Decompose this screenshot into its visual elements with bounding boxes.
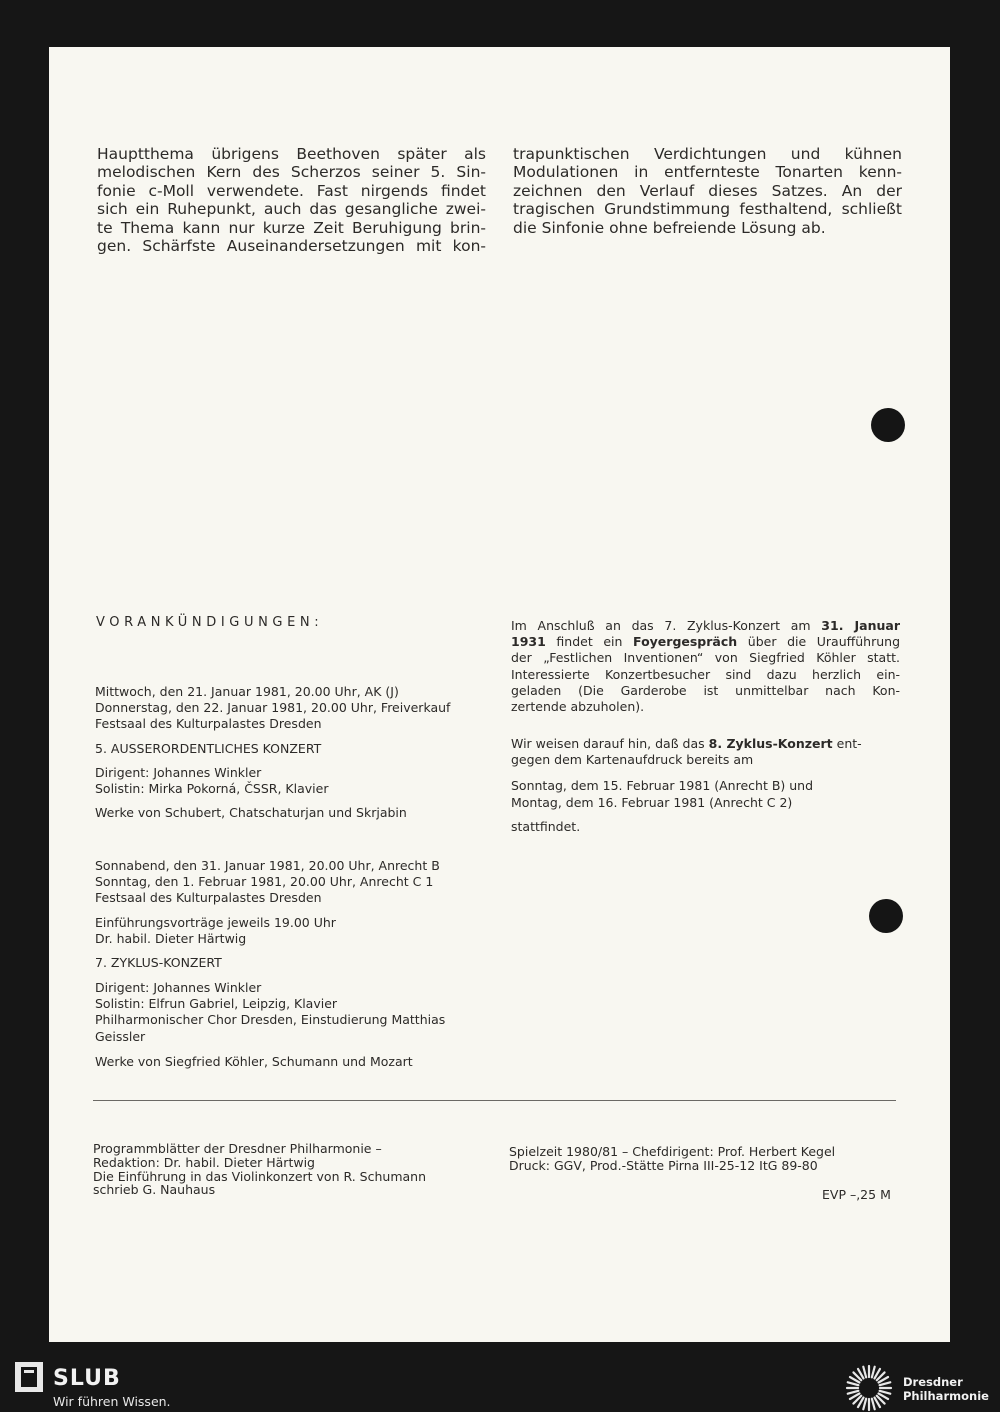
slub-motto: Wir führen Wissen.	[53, 1394, 171, 1409]
concert2-performers: Dirigent: Johannes Winkler Solistin: Elfrun Gabriel, Leipzig, Klavier Philharmonischer Chor Dresden, Einstudierung Matthias Geissler	[95, 980, 446, 1044]
concert1-performers: Dirigent: Johannes Winkler Solistin: Mirka Pokorná, ČSSR, Klavier	[95, 765, 329, 797]
slub-name: SLUB	[53, 1366, 121, 1391]
price: EVP –,25 M	[822, 1187, 891, 1202]
punch-hole-top	[871, 408, 905, 442]
reminder-note: Wir weisen darauf hin, daß das 8. Zyklus-Konzert ent- gegen dem Kartenaufdruck bereits am Sonntag, dem 15. Februar 1981 (Anrecht B) und Montag, dem 16. Februar 1981 (Anrecht C 2) stattfindet.	[511, 736, 862, 834]
orchestra-name: Dresdner Philharmonie	[903, 1375, 989, 1403]
concert2-dates: Sonnabend, den 31. Januar 1981, 20.00 Uhr, Anrecht B Sonntag, den 1. Februar 1981, 20.00 Uhr, Anrecht C 1 Festsaal des Kulturpalastes Dresden	[95, 858, 440, 906]
concert1-works: Werke von Schubert, Chatschaturjan und Skrjabin	[95, 805, 407, 820]
punch-hole-bottom	[869, 899, 903, 933]
imprint-right: Spielzeit 1980/81 – Chefdirigent: Prof. Herbert Kegel Druck: GGV, Prod.-Stätte Pirna III-25-12 ItG 89-80	[509, 1144, 836, 1173]
concert1-title: 5. AUSSERORDENTLICHES KONZERT	[95, 741, 322, 756]
intro-right-column: trapunktischen Verdichtungen und kühnen Modulationen in entfernteste Tonarten kenn- zeichnen den Verlauf dieses Satzes. An der tragischen Grundstimmung festhaltend, schließt die Sinfonie ohne befreiende Lösung ab.	[513, 145, 902, 237]
foyer-note: Im Anschluß an das 7. Zyklus-Konzert am 31. Januar 1931 findet ein Foyergespräch über die Uraufführung der „Festlichen Inventionen“ von Siegfried Köhler statt. Interessierte Konzertbesucher sind dazu herzlich ein- geladen (Die Garderobe ist unmittelbar nach Kon- zertende abzuholen).	[511, 618, 901, 715]
slub-logo-icon	[15, 1362, 43, 1392]
concert2-works: Werke von Siegfried Köhler, Schumann und Mozart	[95, 1054, 413, 1069]
concert2-title: 7. ZYKLUS-KONZERT	[95, 955, 222, 970]
announcements-heading: VORANKÜNDIGUNGEN:	[96, 615, 324, 630]
intro-left-column: Hauptthema übrigens Beethoven später als melodischen Kern des Scherzos seiner 5. Sin- fonie c-Moll verwendete. Fast nirgends findet sich ein Ruhepunkt, auch das gesangliche zwei- te Thema kann nur kurze Zeit Beruhigung brin- gen. Schärfste Auseinandersetzungen mit kon-	[97, 145, 486, 256]
concert1-dates: Mittwoch, den 21. Januar 1981, 20.00 Uhr, AK (J) Donnerstag, den 22. Januar 1981, 20.00 Uhr, Freiverkauf Festsaal des Kulturpalastes Dresden	[95, 684, 451, 732]
philharmonie-sunburst-icon	[843, 1364, 895, 1412]
concert2-intro-talk: Einführungsvorträge jeweils 19.00 Uhr Dr. habil. Dieter Härtwig	[95, 915, 336, 947]
imprint-divider	[93, 1100, 896, 1101]
imprint-left: Programmblätter der Dresdner Philharmonie – Redaktion: Dr. habil. Dieter Härtwig Die Einführung in das Violinkonzert von R. Schumann schrieb G. Nauhaus	[93, 1141, 426, 1198]
